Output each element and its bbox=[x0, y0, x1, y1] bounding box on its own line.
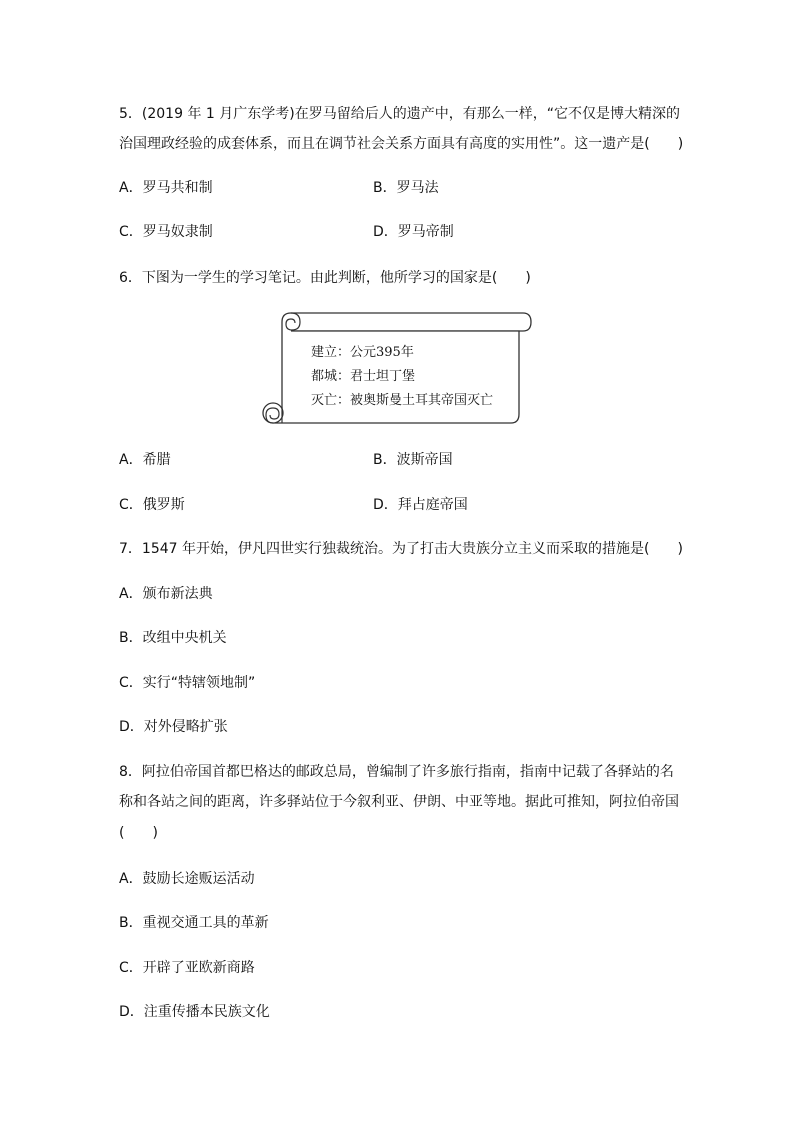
question-8-line-2: 称和各站之间的距离，许多驿站位于今叙利亚、伊朗、中亚等地。据此可推知，阿拉伯帝国 bbox=[119, 794, 679, 810]
question-8-option-c: C．开辟了亚欧新商路 bbox=[119, 960, 255, 976]
note-fall: 灭亡：被奥斯曼土耳其帝国灭亡 bbox=[311, 393, 494, 408]
question-5-option-d: D．罗马帝制 bbox=[373, 224, 454, 240]
question-7-option-c: C．实行“特辖领地制” bbox=[119, 675, 256, 691]
note-capital: 都城：君士坦丁堡 bbox=[311, 369, 416, 384]
question-7-stem: 7．1547 年开始，伊凡四世实行独裁统治。为了打击大贵族分立主义而采取的措施是( ) bbox=[119, 541, 683, 557]
question-5-option-c: C．罗马奴隶制 bbox=[119, 224, 213, 240]
question-7-option-b: B．改组中央机关 bbox=[119, 630, 227, 646]
question-8-option-d: D．注重传播本民族文化 bbox=[119, 1004, 270, 1020]
question-5-option-a: A．罗马共和制 bbox=[119, 180, 213, 196]
question-6-option-b: B．波斯帝国 bbox=[373, 452, 453, 468]
question-5-option-b: B．罗马法 bbox=[373, 180, 439, 196]
question-5-line-2: 治国理政经验的成套体系，而且在调节社会关系方面具有高度的实用性”。这一遗产是( ) bbox=[119, 136, 684, 152]
question-6-stem: 6．下图为一学生的学习笔记。由此判断，他所学习的国家是( ) bbox=[119, 270, 531, 286]
question-8-line-1: 8．阿拉伯帝国首都巴格达的邮政总局，曾编制了许多旅行指南，指南中记载了各驿站的名 bbox=[119, 764, 674, 780]
question-5-line-1: 5．(2019 年 1 月广东学考)在罗马留给后人的遗产中，有那么一样，“它不仅是博大精深的 bbox=[119, 106, 680, 122]
question-8-line-3: ( ) bbox=[119, 825, 158, 841]
question-6-option-a: A．希腊 bbox=[119, 452, 171, 468]
study-note-scroll bbox=[261, 311, 533, 425]
question-8-option-b: B．重视交通工具的革新 bbox=[119, 915, 269, 931]
question-6-option-d: D．拜占庭帝国 bbox=[373, 497, 468, 513]
question-7-option-a: A．颁布新法典 bbox=[119, 586, 213, 602]
question-6-option-c: C．俄罗斯 bbox=[119, 497, 185, 513]
question-7-option-d: D．对外侵略扩张 bbox=[119, 719, 228, 735]
note-founding: 建立：公元395年 bbox=[311, 345, 414, 360]
question-8-option-a: A．鼓励长途贩运活动 bbox=[119, 871, 255, 887]
